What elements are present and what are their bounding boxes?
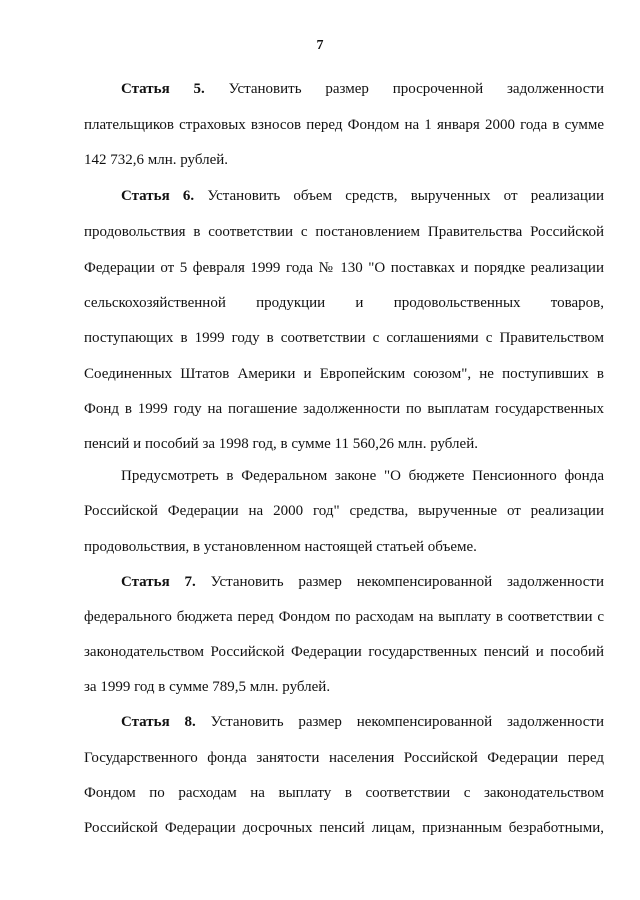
text-line — [84, 115, 604, 135]
page-number: 7 — [316, 38, 324, 53]
article-5-label: Статья 5. — [121, 81, 205, 97]
line-text: 142 732,6 млн. рублей. — [84, 152, 229, 168]
text-line — [84, 258, 604, 278]
text-line — [84, 434, 604, 454]
line-text: федерального бюджета перед Фондом по расходам на выплату в соответствии с — [84, 609, 604, 625]
text-line — [84, 328, 604, 348]
paragraph-first-line — [121, 466, 604, 486]
text-line — [84, 677, 604, 697]
text-line — [84, 293, 604, 313]
line-text: Федерации от 5 февраля 1999 года № 130 "О поставках и порядке реализации — [84, 260, 604, 276]
line-text: Российской Федерации на 2000 год" средства, вырученные от реализации — [84, 503, 604, 519]
line-text: пенсий и пособий за 1998 год, в сумме 11 560,26 млн. рублей. — [84, 436, 478, 452]
line-text: Установить размер некомпенсированной задолженности — [195, 714, 604, 730]
line-text: Соединенных Штатов Америки и Европейским союзом", не поступивших в — [84, 366, 604, 382]
line-text: сельскохозяйственной продукции и продовольственных товаров, — [84, 295, 604, 311]
line-text: плательщиков страховых взносов перед Фондом на 1 января 2000 года в сумме — [84, 117, 604, 133]
line-text: продовольствия в соответствии с постановлением Правительства Российской — [84, 224, 604, 240]
line-text: Установить размер некомпенсированной задолженности — [195, 574, 604, 590]
text-line — [84, 501, 604, 521]
text-line — [84, 222, 604, 242]
line-text: Установить размер просроченной задолженности — [204, 81, 604, 97]
text-line — [84, 364, 604, 384]
text-line — [84, 818, 604, 838]
line-text: законодательством Российской Федерации государственных пенсий и пособий — [84, 644, 604, 660]
line-text: Установить объем средств, вырученных от реализации — [194, 188, 604, 204]
article-6-label: Статья 6. — [121, 188, 195, 204]
text-line — [84, 607, 604, 627]
line-text: поступающих в 1999 году в соответствии с соглашениями с Правительством — [84, 330, 604, 346]
line-text: Российской Федерации досрочных пенсий лицам, признанным безработными, — [84, 820, 604, 836]
text-line — [84, 537, 604, 557]
text-line — [84, 783, 604, 803]
line-text: Предусмотреть в Федеральном законе "О бюджете Пенсионного фонда — [121, 468, 604, 484]
line-text: за 1999 год в сумме 789,5 млн. рублей. — [84, 679, 331, 695]
article-8-label: Статья 8. — [121, 714, 196, 730]
article-7-heading-line — [121, 572, 604, 592]
text-line — [84, 399, 604, 419]
article-8-heading-line — [121, 712, 604, 732]
text-line — [84, 150, 604, 170]
article-5-heading-line — [121, 79, 604, 99]
line-text: Фонд в 1999 году на погашение задолженности по выплатам государственных — [84, 401, 604, 417]
article-7-label: Статья 7. — [121, 574, 196, 590]
article-6-heading-line — [121, 186, 604, 206]
line-text: продовольствия, в установленном настоящей статьей объеме. — [84, 539, 477, 555]
text-line — [84, 748, 604, 768]
line-text: Государственного фонда занятости населения Российской Федерации перед — [84, 750, 604, 766]
line-text: Фондом по расходам на выплату в соответствии с законодательством — [84, 785, 604, 801]
text-line — [84, 642, 604, 662]
